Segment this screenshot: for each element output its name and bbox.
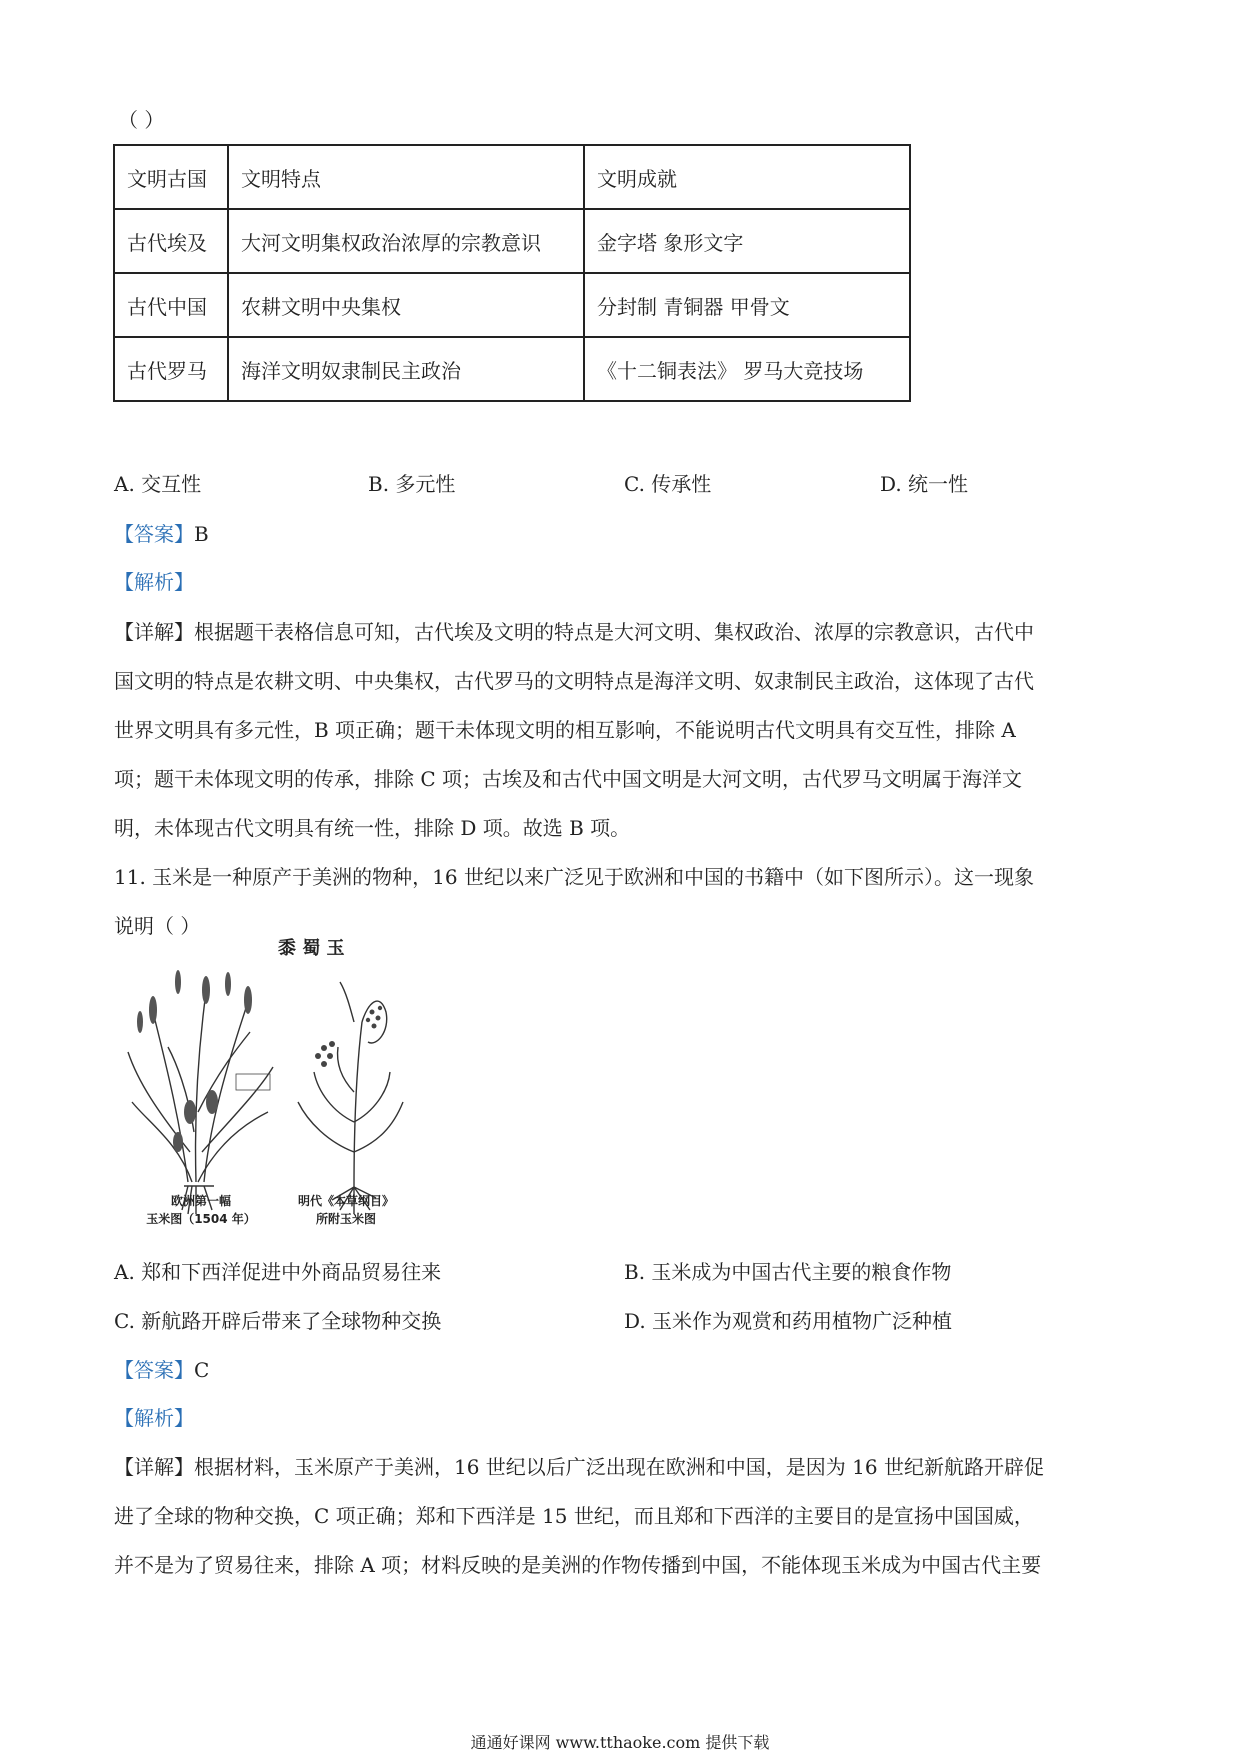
table-cell: 农耕文明中央集权	[228, 273, 584, 337]
table-row	[114, 337, 910, 401]
detail-tag: 【详解】	[114, 1455, 194, 1479]
analysis-tag: 【解析】	[114, 570, 194, 594]
corn-illustrations-figure	[118, 938, 418, 1228]
table-cell: 《十二铜表法》 罗马大竞技场	[584, 337, 910, 401]
page-footer: 通通好课网 www.tthaoke.com 提供下载	[470, 1733, 770, 1752]
corn-illustrations-icon	[118, 952, 418, 1228]
table-cell: 古代罗马	[114, 337, 228, 401]
q11-option-c: C. 新航路开辟后带来了全球物种交换	[114, 1309, 442, 1333]
caption-line: 玉米图（1504 年）	[146, 1212, 256, 1226]
q10-option-c: C. 传承性	[624, 472, 712, 496]
table-header-row	[114, 145, 910, 209]
answer-tag: 【答案】	[114, 1358, 194, 1382]
table-cell: 金字塔 象形文字	[584, 209, 910, 273]
table-cell: 分封制 青铜器 甲骨文	[584, 273, 910, 337]
q10-analysis-heading	[114, 568, 194, 596]
q10-option-d: D. 统一性	[880, 472, 969, 496]
q11-option-d: D. 玉米作为观赏和药用植物广泛种植	[624, 1309, 953, 1333]
q11-detail-line-2: 进了全球的物种交换，C 项正确；郑和下西洋是 15 世纪，而且郑和下西洋的主要目的是宣扬中国国威，	[114, 1504, 1034, 1528]
q11-option-a: A. 郑和下西洋促进中外商品贸易往来	[114, 1260, 442, 1284]
table-row	[114, 209, 910, 273]
detail-text: 根据材料，玉米原产于美洲，16 世纪以后广泛出现在欧洲和中国，是因为 16 世纪新航路开辟促	[194, 1455, 1044, 1479]
table-cell: 海洋文明奴隶制民主政治	[228, 337, 584, 401]
civilization-table	[113, 144, 911, 402]
q10-option-b: B. 多元性	[368, 472, 456, 496]
table-cell: 文明古国	[114, 145, 228, 209]
q11-option-b: B. 玉米成为中国古代主要的粮食作物	[624, 1260, 952, 1284]
detail-tag: 【详解】	[114, 620, 194, 644]
figure-right-caption	[286, 1192, 406, 1228]
answer-value: B	[194, 522, 209, 546]
table-cell: 文明成就	[584, 145, 910, 209]
q10-detail-line-5: 明，未体现古代文明具有统一性，排除 D 项。故选 B 项。	[114, 816, 631, 840]
q11-stem-line-2: 说明（ ）	[114, 914, 201, 938]
answer-value: C	[194, 1358, 210, 1382]
q11-answer	[114, 1356, 209, 1384]
caption-line: 所附玉米图	[315, 1212, 376, 1226]
q10-answer	[114, 520, 209, 548]
table-cell: 古代埃及	[114, 209, 228, 273]
q11-analysis-heading	[114, 1404, 194, 1432]
table-cell: 古代中国	[114, 273, 228, 337]
q10-detail-line-2: 国文明的特点是农耕文明、中央集权，古代罗马的文明特点是海洋文明、奴隶制民主政治，这体现了古代	[114, 669, 1034, 693]
figure-left-caption	[146, 1192, 256, 1228]
q11-detail-line-1	[114, 1453, 1044, 1481]
table-cell: 文明特点	[228, 145, 584, 209]
table-cell: 大河文明集权政治浓厚的宗教意识	[228, 209, 584, 273]
q10-detail-line-1	[114, 618, 1034, 646]
caption-line: 明代《本草纲目》	[297, 1194, 394, 1208]
q10-detail-line-3: 世界文明具有多元性，B 项正确；题干未体现文明的相互影响，不能说明古代文明具有交互性，排除 A	[114, 718, 1016, 742]
q11-detail-line-3: 并不是为了贸易往来，排除 A 项；材料反映的是美洲的作物传播到中国，不能体现玉米成为中国古代主要	[114, 1553, 1042, 1577]
table-row	[114, 273, 910, 337]
q11-stem-line-1: 11. 玉米是一种原产于美洲的物种，16 世纪以来广泛见于欧洲和中国的书籍中（如下图所示）。这一现象	[114, 865, 1034, 889]
analysis-tag: 【解析】	[114, 1406, 194, 1430]
answer-tag: 【答案】	[114, 522, 194, 546]
q10-option-a: A. 交互性	[114, 472, 202, 496]
detail-text: 根据题干表格信息可知，古代埃及文明的特点是大河文明、集权政治、浓厚的宗教意识，古代中	[194, 620, 1034, 644]
caption-line: 欧洲第一幅	[170, 1194, 231, 1208]
q10-detail-line-4: 项；题干未体现文明的传承，排除 C 项；古埃及和古代中国文明是大河文明，古代罗马文明属于海洋文	[114, 767, 1023, 791]
question-10-paren: （ ）	[118, 108, 165, 132]
figure-right-title: 黍 蜀 玉	[278, 938, 345, 959]
